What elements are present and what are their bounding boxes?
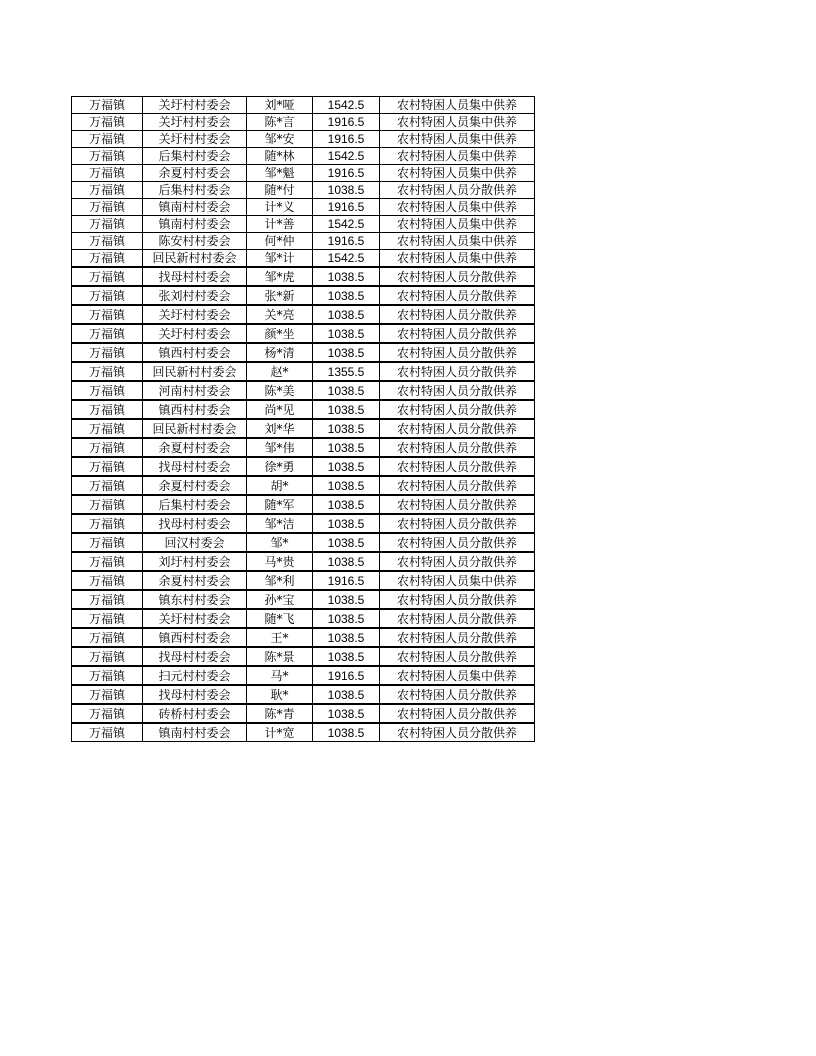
name-cell: 随*飞: [247, 609, 313, 628]
village-cell: 找母村村委会: [143, 267, 247, 286]
amount-cell: 1038.5: [313, 533, 380, 552]
data-table: [71, 96, 535, 742]
amount-cell: 1038.5: [313, 609, 380, 628]
name-cell: 王*: [247, 628, 313, 647]
village-cell: 回民新村村委会: [143, 362, 247, 381]
assistance-type-cell: 农村特困人员分散供养: [380, 343, 535, 362]
amount-cell: 1916.5: [313, 571, 380, 590]
table-row: [72, 97, 535, 114]
assistance-type-cell: 农村特困人员分散供养: [380, 381, 535, 400]
village-cell: 回汉村委会: [143, 533, 247, 552]
amount-cell: 1038.5: [313, 704, 380, 723]
village-cell: 镇东村村委会: [143, 590, 247, 609]
table-row: [72, 324, 535, 343]
assistance-type-cell: 农村特困人员分散供养: [380, 647, 535, 666]
assistance-type-cell: 农村特困人员分散供养: [380, 628, 535, 647]
town-cell: 万福镇: [72, 514, 143, 533]
assistance-type-cell: 农村特困人员分散供养: [380, 552, 535, 571]
table-row: [72, 552, 535, 571]
table-row: [72, 571, 535, 590]
town-cell: 万福镇: [72, 419, 143, 438]
amount-cell: 1916.5: [313, 165, 380, 182]
village-cell: 关圩村村委会: [143, 609, 247, 628]
village-cell: 镇西村村委会: [143, 400, 247, 419]
town-cell: 万福镇: [72, 114, 143, 131]
table-row: [72, 457, 535, 476]
town-cell: 万福镇: [72, 381, 143, 400]
village-cell: 找母村村委会: [143, 685, 247, 704]
table-row: [72, 495, 535, 514]
assistance-type-cell: 农村特困人员分散供养: [380, 723, 535, 742]
town-cell: 万福镇: [72, 400, 143, 419]
name-cell: 陈*言: [247, 114, 313, 131]
amount-cell: 1038.5: [313, 495, 380, 514]
amount-cell: 1038.5: [313, 514, 380, 533]
village-cell: 余夏村村委会: [143, 476, 247, 495]
name-cell: 杨*清: [247, 343, 313, 362]
town-cell: 万福镇: [72, 199, 143, 216]
table-row: [72, 381, 535, 400]
amount-cell: 1038.5: [313, 305, 380, 324]
assistance-type-cell: 农村特困人员集中供养: [380, 216, 535, 233]
amount-cell: 1542.5: [313, 216, 380, 233]
assistance-type-cell: 农村特困人员分散供养: [380, 419, 535, 438]
table-row: [72, 419, 535, 438]
assistance-type-cell: 农村特困人员分散供养: [380, 305, 535, 324]
assistance-type-cell: 农村特困人员分散供养: [380, 533, 535, 552]
table-row: [72, 647, 535, 666]
table-row: [72, 182, 535, 199]
amount-cell: 1038.5: [313, 400, 380, 419]
name-cell: 马*贵: [247, 552, 313, 571]
amount-cell: 1038.5: [313, 590, 380, 609]
town-cell: 万福镇: [72, 552, 143, 571]
town-cell: 万福镇: [72, 148, 143, 165]
assistance-type-cell: 农村特困人员分散供养: [380, 514, 535, 533]
assistance-type-cell: 农村特困人员集中供养: [380, 250, 535, 268]
assistance-type-cell: 农村特困人员集中供养: [380, 97, 535, 114]
town-cell: 万福镇: [72, 324, 143, 343]
name-cell: 邹*利: [247, 571, 313, 590]
table-row: [72, 114, 535, 131]
town-cell: 万福镇: [72, 286, 143, 305]
assistance-type-cell: 农村特困人员集中供养: [380, 131, 535, 148]
table-row: [72, 131, 535, 148]
table-row: [72, 199, 535, 216]
village-cell: 余夏村村委会: [143, 571, 247, 590]
amount-cell: 1038.5: [313, 457, 380, 476]
village-cell: 镇西村村委会: [143, 343, 247, 362]
table-row: [72, 305, 535, 324]
amount-cell: 1542.5: [313, 250, 380, 268]
name-cell: 赵*: [247, 362, 313, 381]
village-cell: 扫元村村委会: [143, 666, 247, 685]
town-cell: 万福镇: [72, 495, 143, 514]
village-cell: 回民新村村委会: [143, 419, 247, 438]
town-cell: 万福镇: [72, 165, 143, 182]
assistance-type-cell: 农村特困人员分散供养: [380, 400, 535, 419]
town-cell: 万福镇: [72, 723, 143, 742]
assistance-type-cell: 农村特困人员集中供养: [380, 571, 535, 590]
village-cell: 后集村村委会: [143, 495, 247, 514]
village-cell: 找母村村委会: [143, 514, 247, 533]
village-cell: 后集村村委会: [143, 148, 247, 165]
table-row: [72, 400, 535, 419]
town-cell: 万福镇: [72, 590, 143, 609]
village-cell: 余夏村村委会: [143, 438, 247, 457]
name-cell: 邹*: [247, 533, 313, 552]
amount-cell: 1038.5: [313, 647, 380, 666]
table-row: [72, 286, 535, 305]
town-cell: 万福镇: [72, 216, 143, 233]
name-cell: 计*宽: [247, 723, 313, 742]
assistance-type-cell: 农村特困人员集中供养: [380, 199, 535, 216]
table-row: [72, 267, 535, 286]
amount-cell: 1038.5: [313, 343, 380, 362]
amount-cell: 1038.5: [313, 476, 380, 495]
village-cell: 镇南村村委会: [143, 199, 247, 216]
town-cell: 万福镇: [72, 182, 143, 199]
assistance-type-cell: 农村特困人员分散供养: [380, 476, 535, 495]
amount-cell: 1038.5: [313, 267, 380, 286]
name-cell: 陈*景: [247, 647, 313, 666]
name-cell: 关*亮: [247, 305, 313, 324]
table-row: [72, 476, 535, 495]
table-row: [72, 250, 535, 268]
town-cell: 万福镇: [72, 704, 143, 723]
name-cell: 随*军: [247, 495, 313, 514]
assistance-type-cell: 农村特困人员分散供养: [380, 267, 535, 286]
name-cell: 何*仲: [247, 233, 313, 250]
table-row: [72, 165, 535, 182]
amount-cell: 1038.5: [313, 438, 380, 457]
town-cell: 万福镇: [72, 97, 143, 114]
amount-cell: 1916.5: [313, 131, 380, 148]
amount-cell: 1916.5: [313, 114, 380, 131]
table-row: [72, 216, 535, 233]
table-row: [72, 514, 535, 533]
town-cell: 万福镇: [72, 250, 143, 268]
assistance-type-cell: 农村特困人员分散供养: [380, 590, 535, 609]
town-cell: 万福镇: [72, 131, 143, 148]
assistance-type-cell: 农村特困人员分散供养: [380, 324, 535, 343]
town-cell: 万福镇: [72, 457, 143, 476]
assistance-type-cell: 农村特困人员分散供养: [380, 704, 535, 723]
town-cell: 万福镇: [72, 305, 143, 324]
town-cell: 万福镇: [72, 476, 143, 495]
amount-cell: 1038.5: [313, 286, 380, 305]
name-cell: 刘*华: [247, 419, 313, 438]
village-cell: 找母村村委会: [143, 457, 247, 476]
village-cell: 关圩村村委会: [143, 114, 247, 131]
village-cell: 镇南村村委会: [143, 216, 247, 233]
name-cell: 张*新: [247, 286, 313, 305]
table-row: [72, 438, 535, 457]
town-cell: 万福镇: [72, 233, 143, 250]
village-cell: 砖桥村村委会: [143, 704, 247, 723]
town-cell: 万福镇: [72, 343, 143, 362]
name-cell: 随*林: [247, 148, 313, 165]
name-cell: 徐*勇: [247, 457, 313, 476]
village-cell: 找母村村委会: [143, 647, 247, 666]
assistance-type-cell: 农村特困人员分散供养: [380, 495, 535, 514]
amount-cell: 1916.5: [313, 199, 380, 216]
assistance-type-cell: 农村特困人员集中供养: [380, 148, 535, 165]
town-cell: 万福镇: [72, 647, 143, 666]
name-cell: 刘*哑: [247, 97, 313, 114]
amount-cell: 1038.5: [313, 685, 380, 704]
table-row: [72, 666, 535, 685]
amount-cell: 1038.5: [313, 324, 380, 343]
amount-cell: 1916.5: [313, 666, 380, 685]
table-row: [72, 148, 535, 165]
table-row: [72, 609, 535, 628]
village-cell: 余夏村村委会: [143, 165, 247, 182]
name-cell: 孙*宝: [247, 590, 313, 609]
table-row: [72, 723, 535, 742]
village-cell: 张刘村村委会: [143, 286, 247, 305]
town-cell: 万福镇: [72, 685, 143, 704]
amount-cell: 1038.5: [313, 552, 380, 571]
village-cell: 陈安村村委会: [143, 233, 247, 250]
amount-cell: 1542.5: [313, 97, 380, 114]
name-cell: 邹*计: [247, 250, 313, 268]
amount-cell: 1038.5: [313, 381, 380, 400]
table-row: [72, 628, 535, 647]
table-row: [72, 704, 535, 723]
name-cell: 邹*洁: [247, 514, 313, 533]
amount-cell: 1038.5: [313, 182, 380, 199]
assistance-type-cell: 农村特困人员分散供养: [380, 609, 535, 628]
town-cell: 万福镇: [72, 666, 143, 685]
assistance-type-cell: 农村特困人员分散供养: [380, 362, 535, 381]
assistance-type-cell: 农村特困人员集中供养: [380, 165, 535, 182]
name-cell: 邹*魁: [247, 165, 313, 182]
table-row: [72, 233, 535, 250]
name-cell: 计*善: [247, 216, 313, 233]
assistance-type-cell: 农村特困人员分散供养: [380, 457, 535, 476]
amount-cell: 1038.5: [313, 723, 380, 742]
assistance-type-cell: 农村特困人员分散供养: [380, 685, 535, 704]
table-row: [72, 590, 535, 609]
name-cell: 计*义: [247, 199, 313, 216]
assistance-type-cell: 农村特困人员集中供养: [380, 114, 535, 131]
village-cell: 镇西村村委会: [143, 628, 247, 647]
name-cell: 邹*伟: [247, 438, 313, 457]
name-cell: 随*付: [247, 182, 313, 199]
amount-cell: 1038.5: [313, 419, 380, 438]
village-cell: 河南村村委会: [143, 381, 247, 400]
town-cell: 万福镇: [72, 267, 143, 286]
village-cell: 回民新村村委会: [143, 250, 247, 268]
assistance-type-cell: 农村特困人员分散供养: [380, 182, 535, 199]
table-body: [72, 97, 535, 742]
town-cell: 万福镇: [72, 362, 143, 381]
name-cell: 陈*青: [247, 704, 313, 723]
amount-cell: 1355.5: [313, 362, 380, 381]
village-cell: 关圩村村委会: [143, 131, 247, 148]
table-row: [72, 343, 535, 362]
amount-cell: 1542.5: [313, 148, 380, 165]
name-cell: 耿*: [247, 685, 313, 704]
town-cell: 万福镇: [72, 533, 143, 552]
name-cell: 邹*安: [247, 131, 313, 148]
amount-cell: 1038.5: [313, 628, 380, 647]
village-cell: 关圩村村委会: [143, 305, 247, 324]
town-cell: 万福镇: [72, 628, 143, 647]
village-cell: 镇南村村委会: [143, 723, 247, 742]
table-row: [72, 685, 535, 704]
name-cell: 颜*坐: [247, 324, 313, 343]
town-cell: 万福镇: [72, 438, 143, 457]
name-cell: 马*: [247, 666, 313, 685]
amount-cell: 1916.5: [313, 233, 380, 250]
table-row: [72, 362, 535, 381]
village-cell: 关圩村村委会: [143, 324, 247, 343]
assistance-type-cell: 农村特困人员集中供养: [380, 233, 535, 250]
town-cell: 万福镇: [72, 609, 143, 628]
assistance-type-cell: 农村特困人员分散供养: [380, 286, 535, 305]
name-cell: 邹*虎: [247, 267, 313, 286]
name-cell: 陈*美: [247, 381, 313, 400]
village-cell: 后集村村委会: [143, 182, 247, 199]
town-cell: 万福镇: [72, 571, 143, 590]
name-cell: 尚*见: [247, 400, 313, 419]
table-row: [72, 533, 535, 552]
village-cell: 关圩村村委会: [143, 97, 247, 114]
assistance-type-cell: 农村特困人员集中供养: [380, 666, 535, 685]
name-cell: 胡*: [247, 476, 313, 495]
assistance-type-cell: 农村特困人员分散供养: [380, 438, 535, 457]
village-cell: 刘圩村村委会: [143, 552, 247, 571]
